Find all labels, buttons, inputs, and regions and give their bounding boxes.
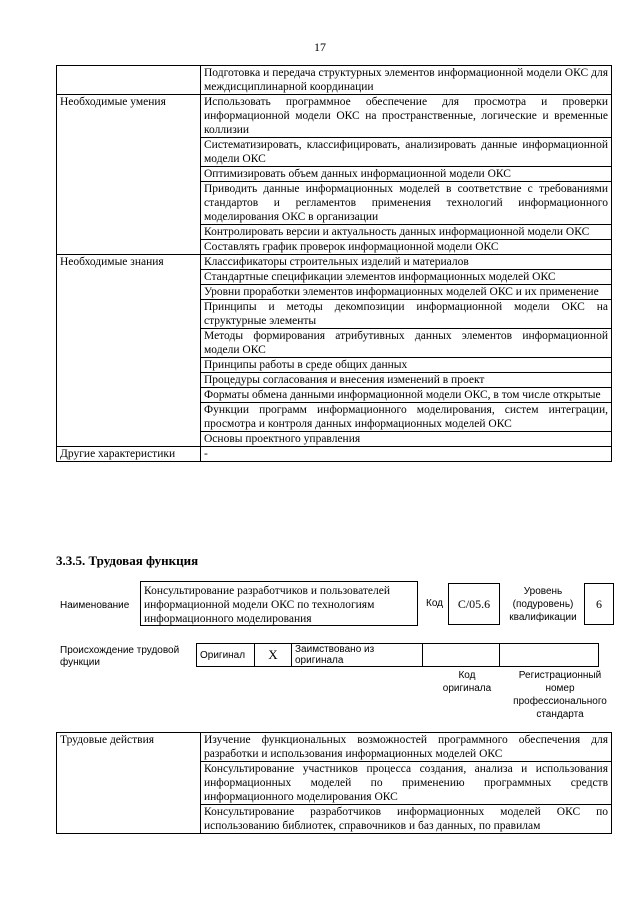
table-cell: Изучение функциональных возможностей программного обеспечения для разработки и использования информационных моделей ОКС: [201, 733, 612, 762]
table-cell: Принципы и методы декомпозиции информационной модели ОКС на структурные элементы: [201, 300, 612, 329]
table-row: [57, 447, 612, 462]
table-cell: Консультирование участников процесса создания, анализа и использования информационных моделей по применению программных средств информационного моделирования ОКС: [201, 762, 612, 805]
table-row: [57, 66, 612, 95]
table-cell: Принципы работы в среде общих данных: [201, 358, 612, 373]
qualification-level-label: Уровень (подуровень) квалификации: [509, 586, 577, 623]
table-row: [57, 255, 612, 270]
table-cell: Классификаторы строительных изделий и материалов: [201, 255, 612, 270]
table-cell: Уровни проработки элементов информационных моделей ОКС и их применение: [201, 285, 612, 300]
qualification-level: 6: [584, 583, 614, 625]
table-cell: Форматы обмена данными информационной модели ОКС, в том числе открытые: [201, 388, 612, 403]
origin-table: [196, 643, 599, 667]
requirement-category: Необходимые знания: [57, 255, 201, 447]
table-cell: Функции программ информационного моделирования, систем интеграции, просмотра и контроля данных информационных моделей ОКС: [201, 403, 612, 432]
function-code: C/05.6: [448, 583, 500, 625]
requirement-category: Необходимые умения: [57, 95, 201, 255]
labor-actions-table: [56, 732, 612, 834]
table-cell: Процедуры согласования и внесения изменений в проект: [201, 373, 612, 388]
requirements-table: [56, 65, 612, 462]
requirement-category: Другие характеристики: [57, 447, 201, 462]
requirement-category: [57, 66, 201, 95]
page-number: 17: [314, 40, 326, 54]
origin-code-caption: Код оригинала: [442, 670, 492, 694]
section-heading: 3.3.5. Трудовая функция: [56, 553, 199, 568]
origin-original-label: Оригинал: [197, 644, 255, 667]
table-cell: Основы проектного управления: [201, 432, 612, 447]
table-cell: Стандартные спецификации элементов информационных моделей ОКС: [201, 270, 612, 285]
table-cell: Составлять график проверок информационной модели ОКС: [201, 240, 612, 255]
table-cell: Использовать программное обеспечение для просмотра и проверки информационной модели ОКС на пространственные, логические и временные коллизии: [201, 95, 612, 138]
origin-code-cell: [423, 644, 500, 667]
table-cell: Оптимизировать объем данных информационной модели ОКС: [201, 167, 612, 182]
table-cell: Систематизировать, классифицировать, анализировать данные информационной модели ОКС: [201, 138, 612, 167]
table-cell: Контролировать версии и актуальность данных информационной модели ОКС: [201, 225, 612, 240]
origin-original-mark: X: [255, 644, 292, 667]
function-name-label: Наименование: [60, 600, 130, 611]
origin-borrowed-label: Заимствовано из оригинала: [292, 644, 423, 667]
labor-actions-label: Трудовые действия: [57, 733, 201, 834]
table-cell: Приводить данные информационных моделей в соответствие с требованиями стандартов и регламентов применения технологий информационного моделирования ОКС в организации: [201, 182, 612, 225]
table-cell: Консультирование разработчиков информационных моделей ОКС по использованию библиотек, справочников и баз данных, по правилам: [201, 805, 612, 834]
table-cell: -: [201, 447, 612, 462]
function-code-label: Код: [426, 598, 444, 609]
origin-label: Происхождение трудовой функции: [60, 645, 180, 668]
table-cell: Подготовка и передача структурных элементов информационной модели ОКС для междисциплинарной координации: [201, 66, 612, 95]
function-name: Консультирование разработчиков и пользователей информационной модели ОКС по технологиям информационного моделирования: [140, 581, 418, 626]
origin-reg-caption: Регистрационный номер профессионального стандарта: [513, 670, 607, 720]
table-row: [57, 95, 612, 138]
origin-reg-cell: [500, 644, 599, 667]
table-row: [57, 733, 612, 762]
table-cell: Методы формирования атрибутивных данных элементов информационной модели ОКС: [201, 329, 612, 358]
